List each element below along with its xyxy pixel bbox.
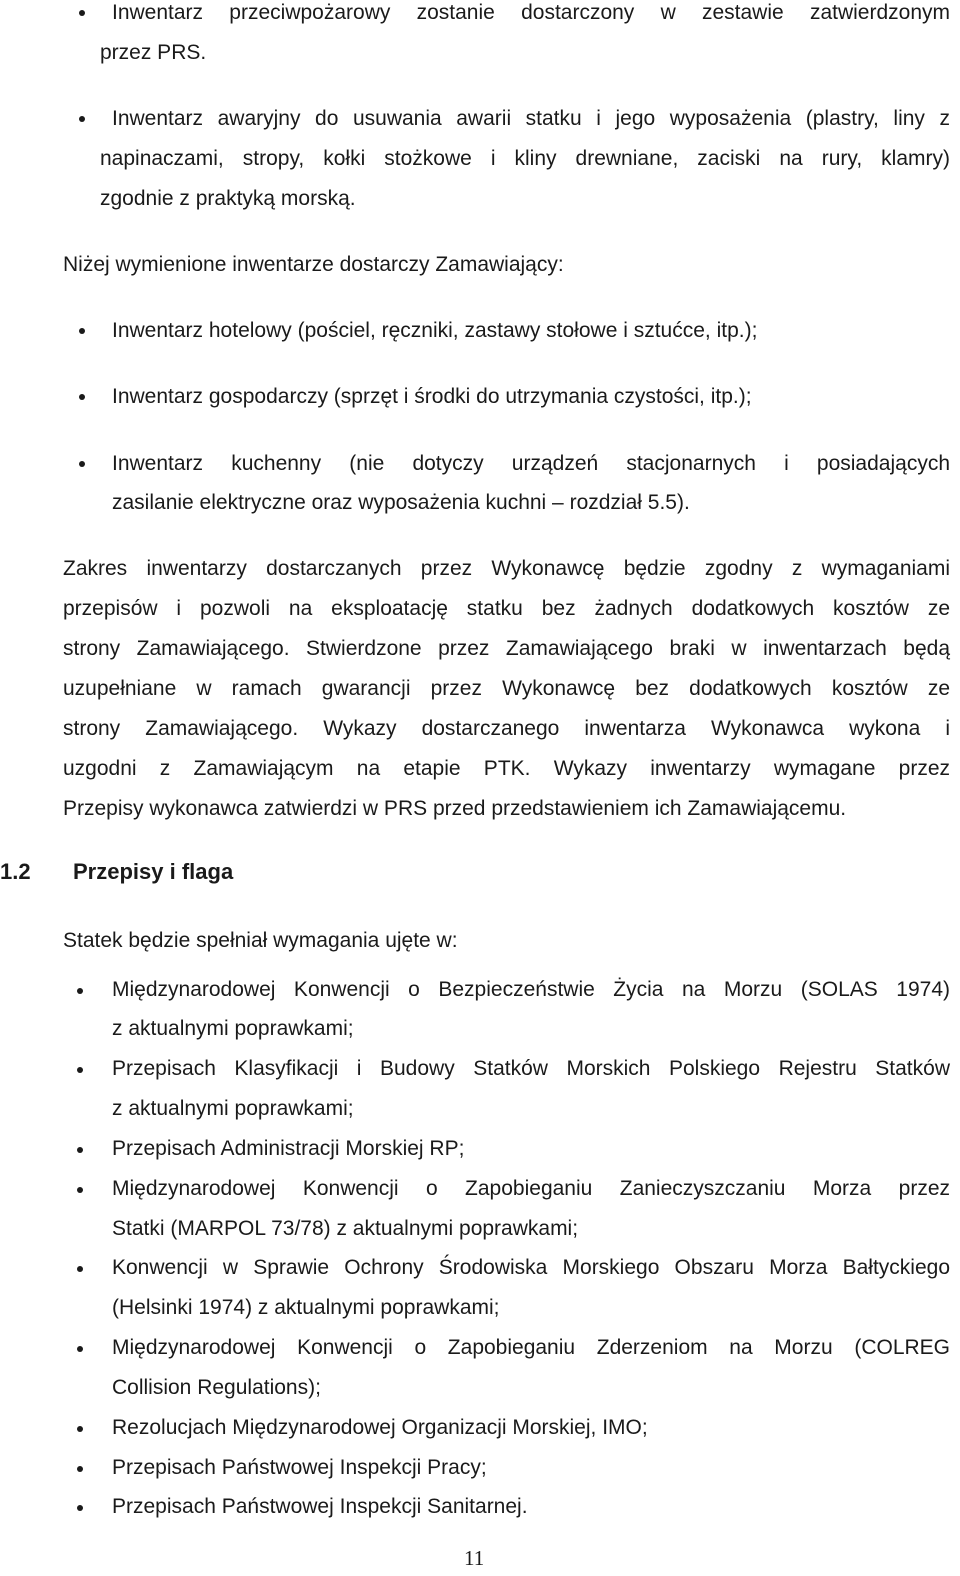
bullet-icon [77, 1505, 83, 1511]
list-item-line: zasilanie elektryczne oraz wyposażenia kuchni – rozdział 5.5). [112, 491, 690, 514]
list-item-line: przez PRS. [100, 41, 207, 64]
list-item-line: Międzynarodowej Konwencji o Bezpieczeństwie Życia na Morzu (SOLAS 1974) [112, 978, 950, 1001]
list-item-line: Rezolucjach Międzynarodowej Organizacji Morskiej, IMO; [112, 1416, 648, 1439]
list-item-line: Międzynarodowej Konwencji o Zapobieganiu Zanieczyszczaniu Morza przez [112, 1177, 950, 1200]
paragraph-line: Zakres inwentarzy dostarczanych przez Wykonawcę będzie zgodny z wymaganiami [63, 557, 950, 580]
list-item-line: Przepisach Administracji Morskiej RP; [112, 1137, 465, 1160]
list-item-line: Collision Regulations); [112, 1376, 321, 1399]
section-title: Przepisy i flaga [73, 859, 234, 884]
list-item-line: Inwentarz hotelowy (pościel, ręczniki, zastawy stołowe i sztućce, itp.); [112, 319, 758, 342]
bullet-icon [77, 1266, 83, 1272]
paragraph-line: przepisów i pozwoli na eksploatację statku bez żadnych dodatkowych kosztów ze [63, 597, 950, 620]
list-item-line: zgodnie z praktyką morską. [100, 187, 356, 210]
paragraph-line: Przepisy wykonawca zatwierdzi w PRS przed przedstawieniem ich Zamawiającemu. [63, 797, 847, 820]
bullet-icon [77, 1346, 83, 1352]
list-item-line: Przepisach Państwowej Inspekcji Pracy; [112, 1456, 487, 1479]
list-item-line: Konwencji w Sprawie Ochrony Środowiska Morskiego Obszaru Morza Bałtyckiego [112, 1256, 950, 1279]
bullet-icon [79, 394, 85, 400]
list-item-line: Statki (MARPOL 73/78) z aktualnymi poprawkami; [112, 1217, 579, 1240]
section-number: 1.2 [0, 859, 31, 884]
list-item-line: Międzynarodowej Konwencji o Zapobieganiu Zderzeniom na Morzu (COLREG [112, 1336, 950, 1359]
list-item-line: z aktualnymi poprawkami; [112, 1097, 354, 1120]
bullet-icon [77, 988, 83, 994]
list-item-line: Przepisach Klasyfikacji i Budowy Statków Morskich Polskiego Rejestru Statków [112, 1057, 950, 1080]
list-item-line: z aktualnymi poprawkami; [112, 1017, 354, 1040]
bullet-icon [79, 116, 85, 122]
list-item-line: Inwentarz gospodarczy (sprzęt i środki do utrzymania czystości, itp.); [112, 385, 752, 408]
list-item-line: Przepisach Państwowej Inspekcji Sanitarnej. [112, 1495, 528, 1518]
list-item-line: Inwentarz awaryjny do usuwania awarii statku i jego wyposażenia (plastry, liny z [112, 107, 950, 130]
bullet-icon [77, 1466, 83, 1472]
paragraph-line: strony Zamawiającego. Stwierdzone przez Zamawiającego braki w inwentarzach będą [63, 637, 950, 660]
bullet-icon [79, 461, 85, 467]
list-item-line: Inwentarz przeciwpożarowy zostanie dostarczony w zestawie zatwierdzonym [112, 1, 950, 24]
page-number: 11 [464, 1546, 485, 1570]
bullet-icon [77, 1187, 83, 1193]
bullet-icon [79, 328, 85, 334]
bullet-icon [77, 1147, 83, 1153]
list-item-line: Inwentarz kuchenny (nie dotyczy urządzeń stacjonarnych i posiadających [112, 452, 950, 475]
bullet-icon [79, 10, 85, 16]
list-item-line: (Helsinki 1974) z aktualnymi poprawkami; [112, 1296, 500, 1319]
paragraph-line: strony Zamawiającego. Wykazy dostarczanego inwentarza Wykonawca wykona i [63, 717, 950, 740]
paragraph-line: uzupełniane w ramach gwarancji przez Wykonawcę bez dodatkowych kosztów ze [63, 677, 950, 700]
section-intro: Statek będzie spełniał wymagania ujęte w: [63, 929, 458, 952]
bullet-icon [77, 1067, 83, 1073]
paragraph-line: uzgodni z Zamawiającym na etapie PTK. Wykazy inwentarzy wymagane przez [63, 757, 950, 780]
intro-paragraph: Niżej wymienione inwentarze dostarczy Zamawiający: [63, 253, 564, 276]
bullet-icon [77, 1426, 83, 1432]
list-item-line: napinaczami, stropy, kołki stożkowe i kliny drewniane, zaciski na rury, klamry) [100, 147, 950, 170]
